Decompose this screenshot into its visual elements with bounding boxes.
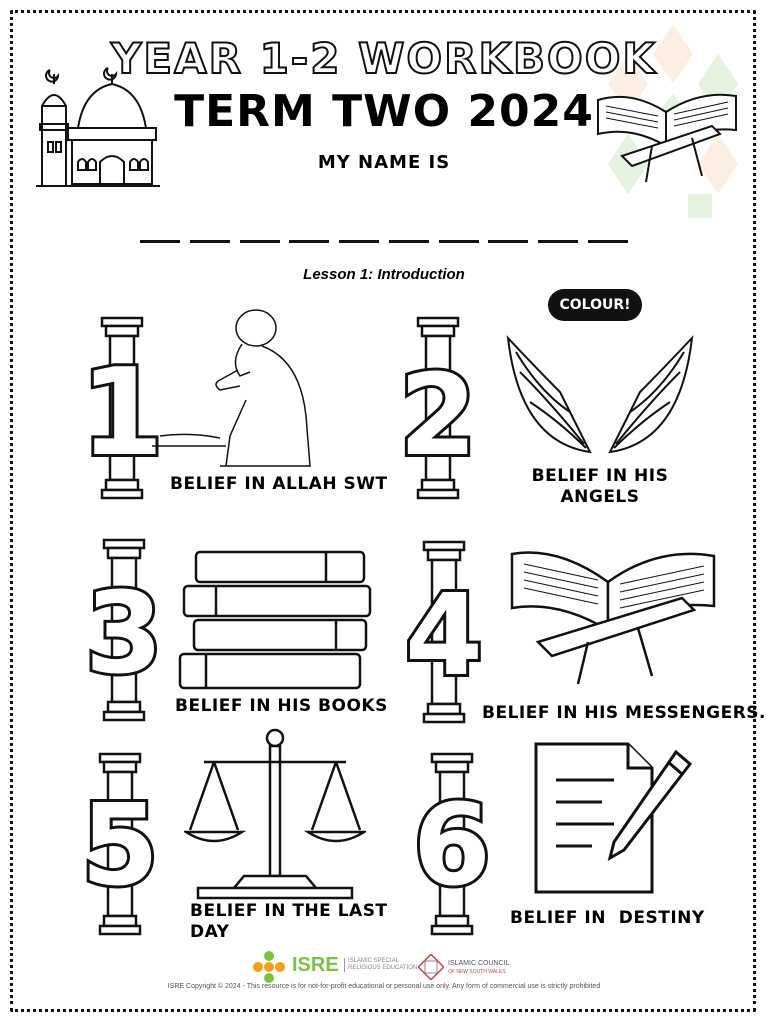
- paper-pen-icon: [532, 740, 696, 896]
- pillar-number-2: [392, 316, 484, 500]
- pillar-number-6-text: 6: [413, 781, 491, 911]
- caption-pillar-5-line2: DAY: [190, 922, 230, 942]
- copyright-notice: ISRE Copyright © 2024 - This resource is for not-for-profit educational or personal use only. Any form of commercial use is strictly prohibited: [167, 983, 601, 990]
- pillar-number-1-text: 1: [80, 344, 164, 483]
- isre-tagline-line1: ISLAMIC SPECIAL: [348, 958, 400, 964]
- isre-logo-text: ISRE: [292, 954, 339, 976]
- scales-icon: [184, 726, 366, 902]
- council-text: [448, 960, 509, 976]
- pillar-number-2-text: 2: [399, 351, 477, 481]
- wings-icon: [500, 332, 700, 466]
- pillar-number-5: [70, 752, 170, 936]
- term-subtitle: TERM TWO 2024: [174, 86, 594, 137]
- pillar-number-6: [404, 752, 500, 936]
- lesson-title: Lesson 1: Introduction: [303, 266, 465, 283]
- pillar-number-4: [396, 540, 494, 724]
- caption-pillar-2-line2: ANGELS: [560, 487, 640, 507]
- person-praying-icon: [150, 306, 314, 476]
- colour-badge: COLOUR!: [548, 289, 642, 321]
- pillar-number-4-text: 4: [405, 571, 483, 701]
- caption-pillar-2-line1: BELIEF IN HIS: [531, 466, 669, 486]
- name-label: MY NAME IS: [317, 152, 451, 173]
- pillar-number-3: [74, 538, 174, 722]
- council-line2: OF NEW SOUTH WALES: [448, 969, 506, 975]
- quran-stand-icon: [508, 546, 722, 688]
- isre-tagline: [344, 958, 417, 972]
- caption-pillar-1: BELIEF IN ALLAH SWT: [170, 474, 388, 494]
- books-stack-icon: [176, 548, 380, 694]
- footer-logos: [252, 950, 532, 984]
- caption-pillar-4: BELIEF IN HIS MESSENGERS.: [482, 703, 767, 723]
- pillar-number-3-text: 3: [85, 569, 163, 699]
- workbook-title: YEAR 1-2 WORKBOOK: [111, 34, 657, 83]
- name-entry-line[interactable]: [140, 240, 628, 244]
- pillar-number-5-text: 5: [81, 781, 159, 911]
- caption-pillar-6: BELIEF IN DESTINY: [510, 908, 705, 928]
- isre-flower-icon: [252, 950, 286, 984]
- council-emblem-icon: [418, 954, 444, 980]
- isre-tagline-line2: RELIGIOUS EDUCATION: [348, 965, 418, 971]
- council-line1: ISLAMIC COUNCIL: [448, 960, 510, 967]
- caption-pillar-5-line1: BELIEF IN THE LAST: [190, 901, 388, 921]
- caption-pillar-2: [530, 466, 670, 508]
- caption-pillar-3: BELIEF IN HIS BOOKS: [175, 696, 388, 716]
- caption-pillar-5: [190, 901, 388, 943]
